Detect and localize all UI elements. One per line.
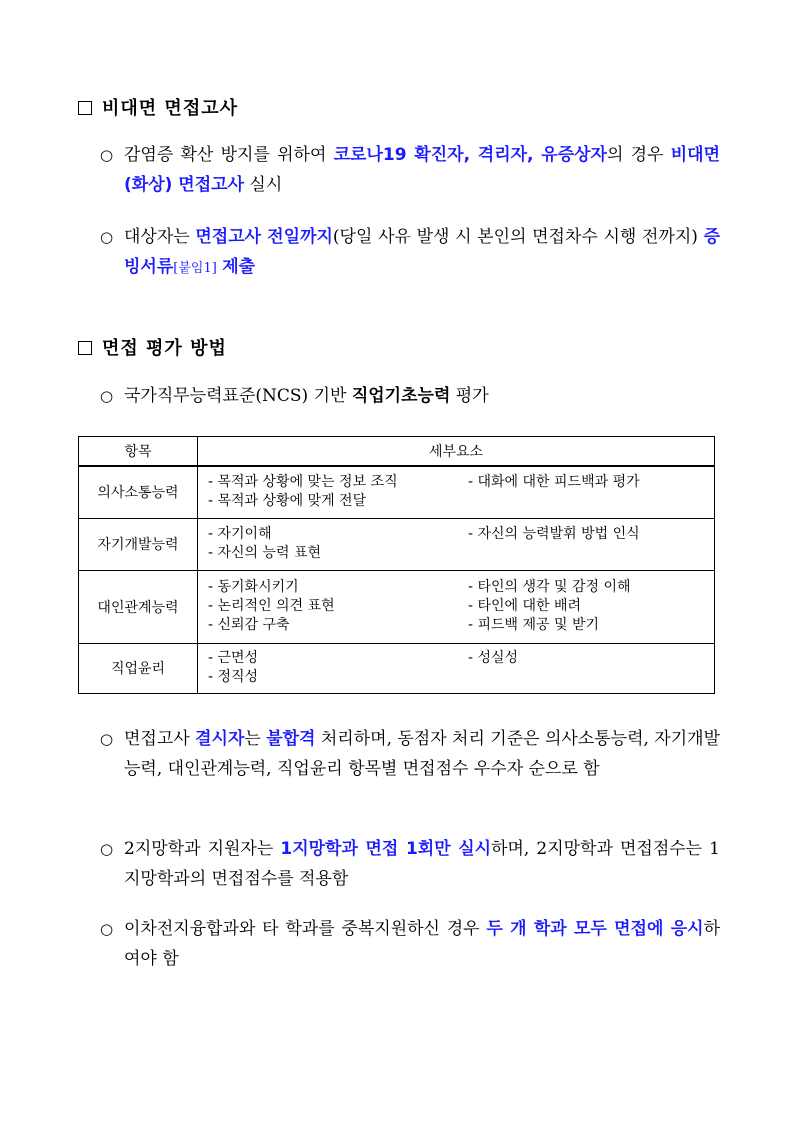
detail-item: - 자신의 능력 표현: [208, 545, 322, 561]
table-cell-category: 자기개발능력: [79, 518, 198, 570]
bullet-absentee-tiebreak: ○ 면접고사 결시자는 불합격 처리하며, 동점자 처리 기준은 의사소통능력, 자기개발능력, 대인관계능력, 직업윤리 항목별 면접점수 우수자 순으로 함: [100, 724, 720, 784]
detail-item: - 논리적인 의견 표현: [208, 598, 335, 614]
detail-item: - 자기이해: [208, 526, 272, 542]
table-row: [79, 570, 715, 643]
detail-item: - 근면성: [208, 650, 259, 666]
table-cell-category: 의사소통능력: [79, 466, 198, 518]
detail-item: [468, 668, 704, 687]
table-row: [79, 643, 715, 693]
checkbox-icon: [78, 101, 92, 115]
circle-bullet-icon: ○: [100, 840, 114, 858]
section-heading-evaluation-method: 면접 평가 방법: [78, 334, 227, 360]
detail-item: - 성실성: [468, 650, 519, 666]
table-row: [79, 518, 715, 570]
circle-bullet-icon: ○: [100, 920, 114, 938]
table-cell-category: 대인관계능력: [79, 570, 198, 643]
detail-item: - 피드백 제공 및 받기: [468, 617, 600, 633]
table-cell-details: [198, 518, 715, 570]
detail-item: - 타인에 대한 배려: [468, 598, 582, 614]
circle-bullet-icon: ○: [100, 146, 114, 164]
circle-bullet-icon: ○: [100, 228, 114, 246]
detail-item: [468, 544, 704, 563]
detail-item: - 타인의 생각 및 감정 이해: [468, 579, 631, 595]
table-header-item: 항목: [79, 437, 198, 467]
table-cell-category: 직업윤리: [79, 643, 198, 693]
detail-item: - 정직성: [208, 669, 259, 685]
detail-item: - 목적과 상황에 맞는 정보 조직: [208, 474, 398, 491]
circle-bullet-icon: ○: [100, 387, 114, 405]
checkbox-icon: [78, 341, 92, 355]
bullet-document-submission: ○ 대상자는 면접고사 전일까지(당일 사유 발생 시 본인의 면접차수 시행 전까지) 증빙서류[붙임1] 제출: [100, 222, 720, 284]
section-heading-remote-interview: 비대면 면접고사: [78, 94, 238, 120]
detail-item: - 자신의 능력발휘 방법 인식: [468, 526, 640, 542]
circle-bullet-icon: ○: [100, 730, 114, 748]
bullet-second-choice: ○ 2지망학과 지원자는 1지망학과 면접 1회만 실시하며, 2지망학과 면접점수는 1지망학과의 면접점수를 적용함: [100, 834, 720, 894]
table-header-details: 세부요소: [198, 437, 715, 467]
table-cell-details: [198, 466, 715, 518]
table-cell-details: [198, 570, 715, 643]
evaluation-criteria-table: [78, 436, 715, 694]
table-row: [79, 466, 715, 518]
detail-item: [468, 492, 704, 511]
bullet-ncs-evaluation: ○ 국가직무능력표준(NCS) 기반 직업기초능력 평가: [100, 381, 720, 411]
detail-item: - 동기화시키기: [208, 579, 299, 595]
detail-item: - 대화에 대한 피드백과 평가: [468, 474, 640, 491]
detail-item: - 신뢰감 구축: [208, 617, 290, 633]
bullet-dual-application: ○ 이차전지융합과와 타 학과를 중복지원하신 경우 두 개 학과 모두 면접에 응시하여야 함: [100, 914, 720, 974]
bullet-remote-eligibility: ○ 감염증 확산 방지를 위하여 코로나19 확진자, 격리자, 유증상자의 경우 비대면(화상) 면접고사 실시: [100, 140, 720, 200]
detail-item: - 목적과 상황에 맞게 전달: [208, 493, 367, 510]
table-cell-details: [198, 643, 715, 693]
table-header-row: [79, 437, 715, 467]
